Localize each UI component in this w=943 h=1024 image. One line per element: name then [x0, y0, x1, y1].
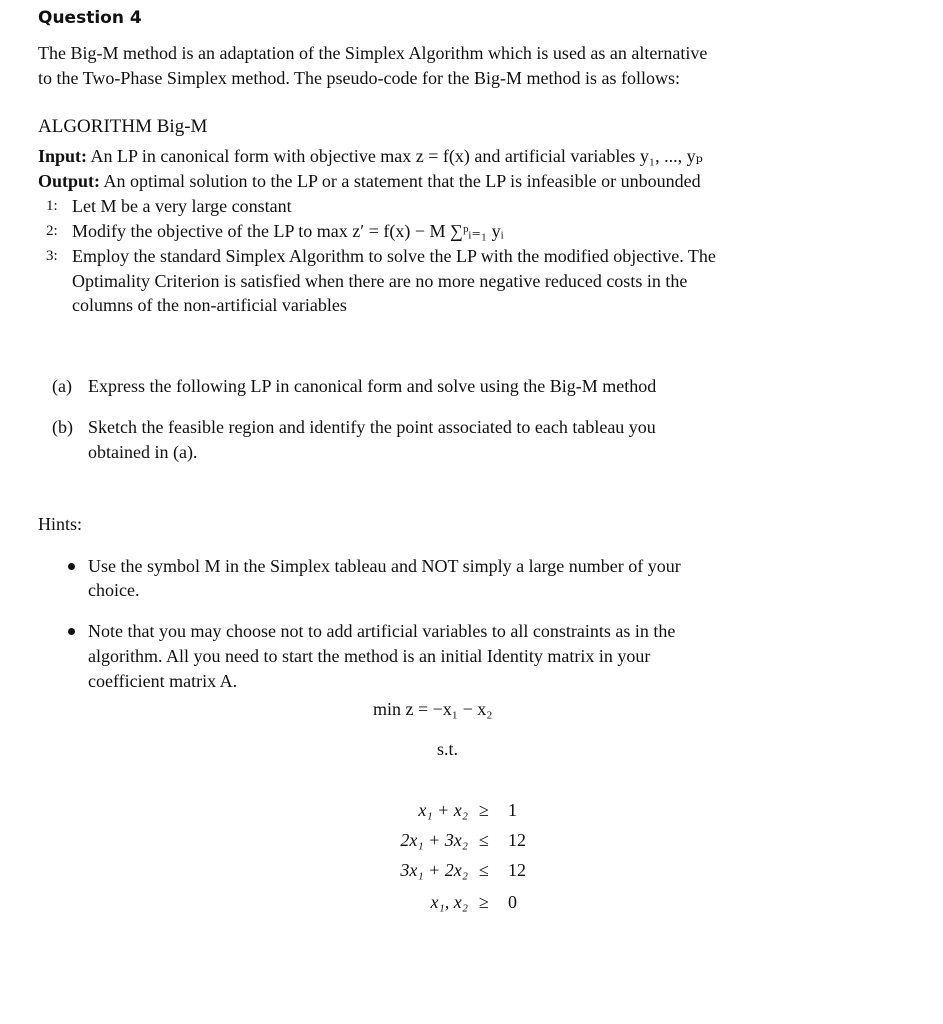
constraint-op: ≤: [479, 830, 489, 850]
bullet-icon: [68, 563, 75, 570]
hint-text: Note that you may choose not to add artificial variables to all constraints as in the: [88, 621, 676, 641]
constraint-lhs: 3x₁ + 2x₂: [400, 860, 468, 880]
step-text: columns of the non-artificial variables: [72, 295, 347, 315]
hint-text: algorithm. All you need to start the method is an initial Identity matrix in your: [88, 646, 651, 666]
step-text: Modify the objective of the LP to max z′ = f(x) − M ∑ᵖᵢ₌₁ yᵢ: [72, 221, 504, 241]
constraint-lhs: x₁, x₂: [430, 892, 468, 912]
bullet-icon: [68, 628, 75, 635]
input-label: Input:: [38, 146, 88, 166]
part-text: Express the following LP in canonical form and solve using the Big-M method: [88, 376, 657, 396]
constraint-rhs: 12: [508, 860, 526, 880]
intro-line: The Big-M method is an adaptation of the Simplex Algorithm which is used as an alternative: [38, 43, 708, 63]
hint-text: Use the symbol M in the Simplex tableau and NOT simply a large number of your: [88, 556, 681, 576]
part-text: Sketch the feasible region and identify the point associated to each tableau you: [88, 417, 656, 437]
constraint-rhs: 1: [508, 800, 517, 820]
constraint-lhs: 2x₁ + 3x₂: [400, 830, 468, 850]
step-number: 2:: [46, 223, 58, 239]
lp-st: s.t.: [437, 739, 459, 759]
input-text: An LP in canonical form with objective max z = f(x) and artificial variables y₁, ..., yₚ: [90, 146, 703, 166]
hints-title: Hints:: [38, 514, 83, 534]
output-text: An optimal solution to the LP or a statement that the LP is infeasible or unbounded: [103, 171, 701, 191]
step-text: Let M be a very large constant: [72, 196, 292, 216]
output-label: Output:: [38, 171, 101, 191]
step-number: 1:: [46, 198, 58, 214]
step-number: 3:: [46, 248, 58, 264]
part-label: (b): [52, 417, 73, 437]
constraint-rhs: 0: [508, 892, 517, 912]
part-text: obtained in (a).: [88, 442, 198, 462]
constraint-lhs: x₁ + x₂: [418, 800, 468, 820]
algorithm-title: ALGORITHM Big-M: [38, 116, 208, 137]
lp-objective: min z = −x₁ − x₂: [373, 699, 493, 719]
constraint-op: ≥: [479, 892, 489, 912]
question-title: Question 4: [38, 8, 142, 28]
intro-line: to the Two-Phase Simplex method. The pseudo-code for the Big-M method is as follows:: [38, 68, 680, 88]
hint-text: choice.: [88, 580, 140, 600]
constraint-rhs: 12: [508, 830, 526, 850]
hint-text: coefficient matrix A.: [88, 671, 238, 691]
part-label: (a): [52, 376, 72, 396]
constraint-op: ≤: [479, 860, 489, 880]
algorithm-input: [38, 144, 703, 168]
step-text: Employ the standard Simplex Algorithm to solve the LP with the modified objective. The: [72, 246, 716, 266]
constraint-op: ≥: [479, 800, 489, 820]
step-text: Optimality Criterion is satisfied when there are no more negative reduced costs in the: [72, 271, 688, 291]
algorithm-output: [38, 169, 701, 193]
